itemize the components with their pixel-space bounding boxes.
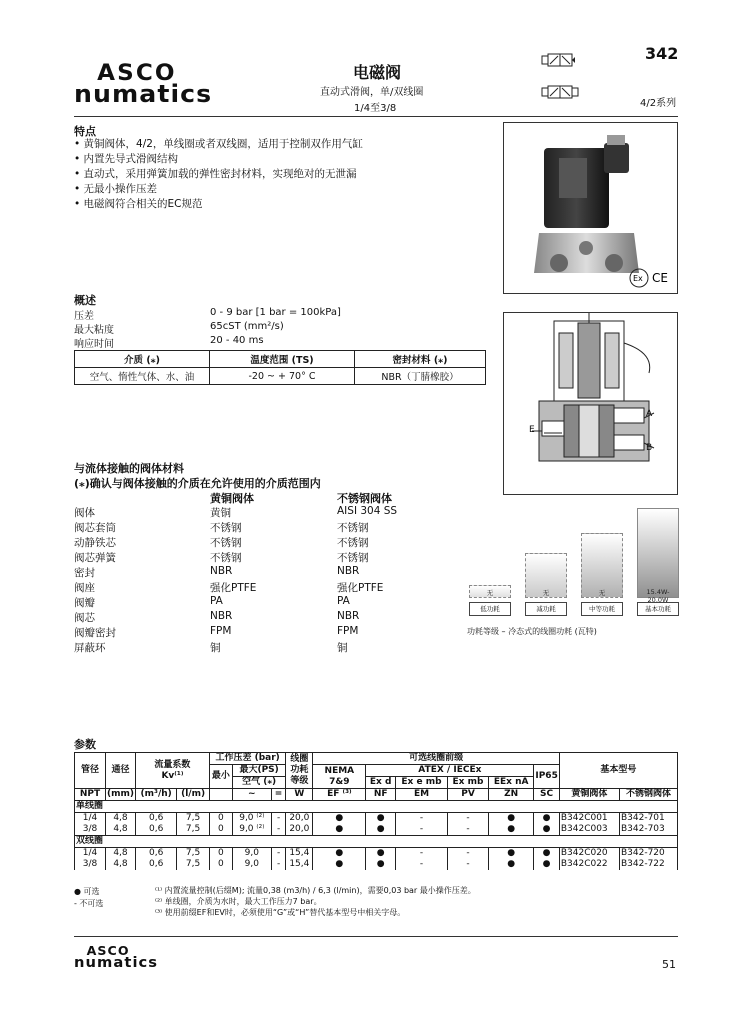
unit-cell: 不锈钢阀体 [619,789,677,801]
overview-value-pressure: 0 - 9 bar [1 bar = 100kPa] [210,307,341,318]
table-cell: ● [488,848,533,860]
th-nema-1: NEMA [324,765,355,776]
table-row [75,824,678,836]
material-row [74,625,457,640]
th-kv [135,753,209,789]
table-cell: B342-703 [619,824,677,836]
unit-cell: ~ [232,789,271,801]
table-cell: ● [313,848,366,860]
table-cell: 3/8 [75,824,106,836]
power-bar-label: 无 [542,589,550,597]
power-bar-label: 无 [598,589,606,597]
overview-heading: 概述 [74,294,96,307]
table-cell: ● [488,859,533,870]
material-ss: FPM [337,625,359,637]
table-cell: - [448,824,489,836]
table-cell: ● [366,848,396,860]
params-heading: 参数 [74,738,96,751]
unit-cell: W [286,789,313,801]
th-exemb: Ex e mb [395,777,447,789]
unit-cell: (m³/h) [135,789,176,801]
feature-item: • 内置先导式滑阀结构 [74,152,494,167]
material-row [74,565,457,580]
svg-text:CE: CE [652,271,668,285]
table-cell: ● [534,859,559,870]
table-cell: - [395,848,447,860]
material-ss: NBR [337,565,360,577]
features-heading: 特点 [74,125,96,138]
power-bar [637,508,679,598]
seal-header: 密封材料 (⁎) [355,351,486,368]
material-ss: 不锈钢 [337,522,369,534]
material-brass: PA [210,595,223,607]
table-cell: 7,5 [177,859,210,870]
material-row [74,520,457,535]
power-chart [467,508,680,613]
table-cell: - [271,813,286,825]
material-brass: 强化PTFE [210,582,257,594]
footer-logo-line2: numatics [74,954,159,971]
table-cell: ● [313,824,366,836]
table-row [75,813,678,825]
svg-text:Ex: Ex [633,274,643,283]
table-cell: 4,8 [106,848,136,860]
overview-label-response: 响应时间 [74,339,114,350]
th-coil-2: 功耗 [290,765,309,775]
material-brass: 不锈钢 [210,522,242,534]
material-brass: 不锈钢 [210,552,242,564]
unit-cell: EM [395,789,447,801]
th-air: 空气 (⁎) [232,777,285,789]
material-row [74,610,457,625]
port-label-a: A [646,409,653,419]
logo-line2: numatics [74,79,213,108]
table-cell: 7,5 [177,824,210,836]
port-label-b: B [646,443,653,453]
material-ss: 铜 [337,642,348,654]
footer-logo-line1: ASCO [86,944,130,958]
material-brass: NBR [210,565,233,577]
table-cell: 1/4 [75,848,106,860]
legend-available: ● 可选 [74,887,100,896]
unit-cell: 黄铜阀体 [559,789,619,801]
table-cell: 0 [209,859,232,870]
unit-cell: (l/m) [177,789,210,801]
valve-photo-icon [504,123,677,293]
feature-item: • 无最小操作压差 [74,182,494,197]
th-max-ps: 最大(PS) [232,765,285,777]
page-subtitle-1: 直动式滑阀，单/双线圈 [320,87,424,98]
table-cell: 0,6 [135,813,176,825]
unit-cell: NF [366,789,396,801]
unit-cell: NPT [75,789,106,801]
power-bar-caption: 基本功耗 [637,602,679,616]
power-chart-footnote: 功耗等级 – 冷态式的线圈功耗 (瓦特) [467,627,597,636]
th-coil-1: 线圈 [290,754,309,764]
material-ss: NBR [337,610,360,622]
th-exd: Ex d [366,777,396,789]
material-part: 阀瓣 [74,597,95,609]
temp-header: 温度范围 (TS) [210,351,355,368]
features-list [74,137,494,212]
materials-table [74,505,457,655]
table-cell: ● [313,859,366,870]
material-row [74,550,457,565]
group-double-coil: 双线圈 [75,836,678,848]
table-cell: 0,6 [135,848,176,860]
table-cell: 15,4 [286,848,313,860]
unit-cell: SC [534,789,559,801]
overview-label-pressure: 压差 [74,311,94,322]
table-cell: - [448,848,489,860]
material-brass: 不锈钢 [210,537,242,549]
material-ss: AISI 304 SS [337,505,398,517]
power-bar-caption: 中等功耗 [581,602,623,616]
material-part: 屏蔽环 [74,642,106,654]
seal-value: NBR（丁腈橡胶） [355,368,486,385]
table-cell: ● [488,824,533,836]
table-cell: B342C022 [559,859,619,870]
series-label: 4/2系列 [640,98,677,109]
table-cell: 3/8 [75,859,106,870]
table-cell: - [271,824,286,836]
material-ss: PA [337,595,350,607]
material-row [74,535,457,550]
materials-note: (⁎)确认与阀体接触的介质在允许使用的介质范围内 [74,477,321,490]
table-cell: ● [534,813,559,825]
power-bar-label: 无 [486,589,494,597]
group-single-coil: 单线圈 [75,801,678,813]
material-part: 动静铁芯 [74,537,116,549]
th-kv-sub: Kv⁽¹⁾ [161,770,184,781]
th-prefix: 可选线圈前缀 [313,753,559,765]
unit-cell [209,789,232,801]
table-cell: B342-720 [619,848,677,860]
power-bar-caption: 低功耗 [469,602,511,616]
table-cell: ● [534,848,559,860]
port-label-e: E [529,425,535,435]
material-part: 阀芯 [74,612,95,624]
materials-col-ss: 不锈钢阀体 [337,492,392,505]
table-cell: 0,6 [135,824,176,836]
feature-item: • 电磁阀符合相关的EC规范 [74,197,494,212]
table-cell: B342C020 [559,848,619,860]
th-kv-label: 流量系数 [154,759,191,770]
table-cell: 4,8 [106,859,136,870]
material-brass: FPM [210,625,232,637]
material-part: 阀瓣密封 [74,627,116,639]
unit-cell: = [271,789,286,801]
units-row [75,789,678,801]
table-cell: - [395,813,447,825]
table-cell: B342-701 [619,813,677,825]
table-cell: 9,0 [232,848,271,860]
material-part: 阀芯弹簧 [74,552,116,564]
material-ss: 不锈钢 [337,552,369,564]
material-ss: 强化PTFE [337,582,384,594]
table-cell: ● [366,813,396,825]
footer-divider [74,936,678,937]
th-eexna: EEx nA [488,777,533,789]
table-cell: ● [534,824,559,836]
legend-note-3: ⁽³⁾ 使用前缀EF和EV时，必须使用“G”或“H”替代基本型号中相关字母。 [155,908,406,917]
temp-value: -20 ~ + 70° C [210,368,355,385]
media-header: 介质 (⁎) [75,351,210,368]
material-row [74,640,457,655]
table-cell: - [395,824,447,836]
table-cell: B342C003 [559,824,619,836]
table-cell: 0 [209,813,232,825]
table-cell: - [448,813,489,825]
th-min: 最小 [209,765,232,789]
material-part: 阀体 [74,507,95,519]
table-cell: 0,6 [135,859,176,870]
page-number: 51 [662,958,676,971]
th-working-pressure: 工作压差 (bar) [209,753,285,765]
footer-logo [74,946,158,969]
unit-cell: EF ⁽³⁾ [313,789,366,801]
th-nema-2: 7&9 [329,776,350,787]
table-cell: 9,0 [232,859,271,870]
unit-cell: ZN [488,789,533,801]
page-subtitle-2: 1/4至3/8 [354,103,397,114]
table-cell: 7,5 [177,813,210,825]
table-row [75,859,678,870]
th-nema [313,765,366,789]
feature-item: • 直动式，采用弹簧加载的弹性密封材料，实现绝对的无泄漏 [74,167,494,182]
materials-col-brass: 黄铜阀体 [210,492,254,505]
overview-label-viscosity: 最大粘度 [74,325,114,336]
table-cell: - [395,859,447,870]
feature-item: • 黄铜阀体，4/2，单线圈或者双线圈，适用于控制双作用气缸 [74,137,494,152]
page-title: 电磁阀 [353,63,402,82]
material-part: 密封 [74,567,95,579]
table-cell: 1/4 [75,813,106,825]
params-table [74,752,678,870]
table-cell: 9,0 ⁽²⁾ [232,813,271,825]
cross-section-diagram [503,312,678,495]
power-bar-label: 15.4W-20.0W [646,588,670,604]
materials-heading: 与流体接触的阀体材料 [74,462,184,475]
th-pipe: 管径 [75,753,106,789]
overview-value-viscosity: 65cST (mm²/s) [210,321,284,332]
th-atex: ATEX / IECEx [366,765,534,777]
table-cell: 0 [209,848,232,860]
table-cell: ● [488,813,533,825]
unit-cell: PV [448,789,489,801]
legend-note-1: ⁽¹⁾ 内置流量控制(后缀M); 流量0,38 (m3/h) / 6,3 (l/min)，需要0,03 bar 最小操作压差。 [155,886,476,895]
table-cell: 4,8 [106,824,136,836]
th-base-model: 基本型号 [559,753,677,789]
th-coil-3: 等级 [290,776,309,786]
table-cell: 9,0 ⁽²⁾ [232,824,271,836]
table-cell: ● [366,824,396,836]
unit-cell: (mm) [107,789,134,799]
table-cell: 7,5 [177,848,210,860]
table-cell: - [448,859,489,870]
table-cell: B342C001 [559,813,619,825]
material-row [74,505,457,520]
power-bar-caption: 减功耗 [525,602,567,616]
material-brass: NBR [210,610,233,622]
th-coil [286,753,313,789]
legend-not-available: - 不可选 [74,899,104,908]
table-cell: - [271,848,286,860]
table-cell: ● [366,859,396,870]
legend-note-2: ⁽²⁾ 单线圈，介质为水时，最大工作压力7 bar。 [155,897,322,906]
th-exmb: Ex mb [448,777,489,789]
table-cell: 20,0 [286,813,313,825]
th-orifice: 通径 [106,753,136,789]
material-part: 阀芯套筒 [74,522,116,534]
table-cell: - [271,859,286,870]
overview-value-response: 20 - 40 ms [210,335,264,346]
series-number: 342 [645,44,679,63]
valve-symbol-double-icon [540,82,580,106]
table-cell: B342-722 [619,859,677,870]
table-cell: 0 [209,824,232,836]
table-cell: ● [313,813,366,825]
asco-numatics-logo [74,61,213,108]
logo-line1: ASCO [97,61,177,86]
media-table [74,350,486,385]
product-photo [503,122,678,294]
material-part: 阀座 [74,582,95,594]
material-brass: 铜 [210,642,221,654]
material-brass: 黄铜 [210,507,231,519]
table-cell: 4,8 [106,813,136,825]
material-row [74,595,457,610]
material-ss: 不锈钢 [337,537,369,549]
material-row [74,580,457,595]
valve-symbol-single-icon [540,50,580,74]
cross-section-icon [504,313,677,494]
table-row [75,848,678,860]
table-cell: 20,0 [286,824,313,836]
header-divider [74,116,678,117]
table-cell: 15,4 [286,859,313,870]
th-ip65: IP65 [534,765,559,789]
media-value: 空气、惰性气体、水、油 [75,368,210,385]
